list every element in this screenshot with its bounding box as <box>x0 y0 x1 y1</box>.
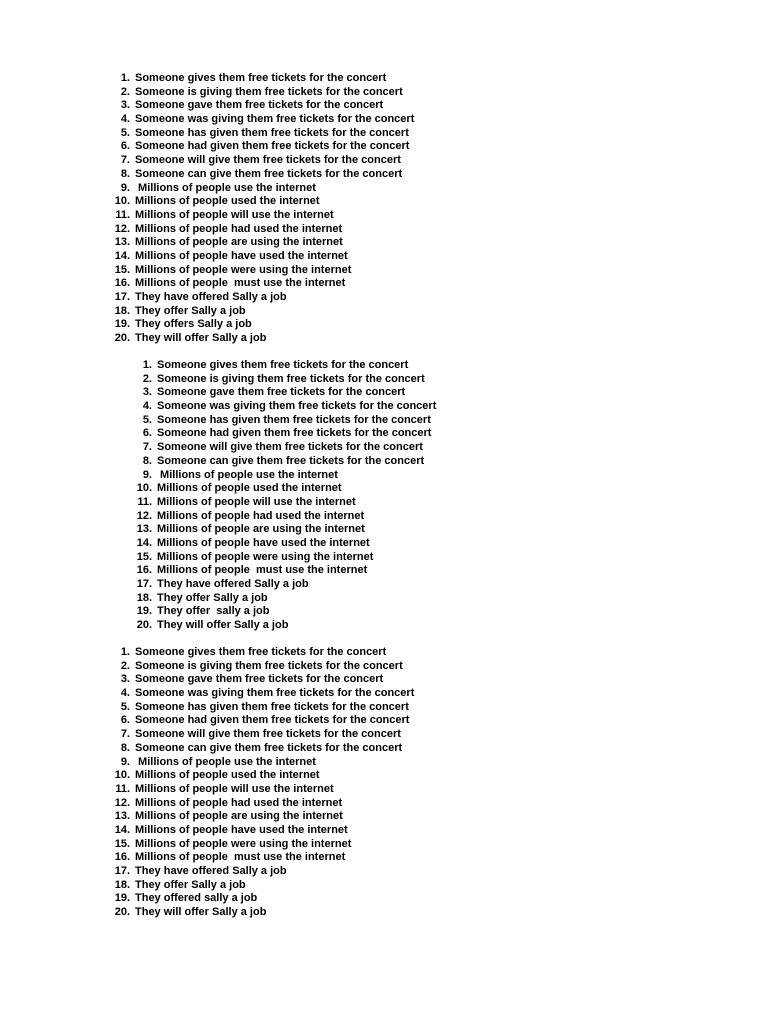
list-item-number: 19. <box>136 605 152 618</box>
list-item-number: 4. <box>142 400 152 413</box>
list-item-text: They offer sally a job <box>157 605 270 618</box>
list-item-number: 9. <box>120 755 130 768</box>
list-item-text: Someone gives them free tickets for the concert <box>157 359 409 371</box>
list-item-text: Someone gave them free tickets for the concert <box>135 99 384 112</box>
list-item-number: 7. <box>120 154 130 167</box>
list-item-number: 18. <box>136 591 152 604</box>
list-item-text: Someone will give them free tickets for the concert <box>135 728 401 741</box>
list-item-text: They offers Sally a job <box>135 318 252 331</box>
list-item-number: 5. <box>142 413 152 426</box>
list-item-text: They offer Sally a job <box>157 591 268 604</box>
list-item-number: 9. <box>120 181 130 194</box>
list-item-number: 10. <box>114 195 130 208</box>
list-item-text: Someone can give them free tickets for the concert <box>135 167 403 180</box>
list-item-number: 20. <box>114 332 130 345</box>
list-item-text: They have offered Sally a job <box>157 578 309 590</box>
list-item-number: 16. <box>136 564 152 577</box>
list-item-text: Someone has given them free tickets for the concert <box>157 413 431 426</box>
list-item-number: 8. <box>120 741 130 754</box>
list-item-number: 17. <box>114 865 130 877</box>
list-item-number: 20. <box>114 906 130 919</box>
list-item-text: Millions of people were using the internet <box>135 263 352 276</box>
list-item-text: They offered sally a job <box>135 892 258 905</box>
list-item-number: 6. <box>142 427 152 440</box>
list-item-number: 1. <box>142 359 152 371</box>
list-item-text: Someone gave them free tickets for the concert <box>157 386 406 399</box>
list-item-number: 5. <box>120 700 130 713</box>
list-item-text: Millions of people will use the internet <box>135 782 334 795</box>
list-item-number: 10. <box>136 482 152 495</box>
list-item-number: 7. <box>120 728 130 741</box>
list-item-text: Millions of people had used the internet <box>157 509 365 522</box>
list-item-text: Millions of people had used the internet <box>135 222 343 235</box>
list-item-text: They offer Sally a job <box>135 878 246 891</box>
list-item-number: 13. <box>114 810 130 823</box>
list-item-text: Someone is giving them free tickets for the concert <box>135 659 403 672</box>
list-item-number: 19. <box>114 318 130 331</box>
list-item-text: Millions of people use the internet <box>135 755 316 768</box>
list-item-text: They will offer Sally a job <box>157 619 289 632</box>
list-item-number: 6. <box>120 140 130 153</box>
list-item-number: 14. <box>114 249 130 262</box>
list-item-number: 5. <box>120 126 130 139</box>
list-item-text: Millions of people use the internet <box>157 468 338 481</box>
list-item-number: 12. <box>136 509 152 522</box>
list-item-number: 3. <box>120 99 130 112</box>
list-item-number: 4. <box>120 687 130 700</box>
list-item-text: They have offered Sally a job <box>135 865 287 877</box>
list-item-number: 11. <box>115 208 130 221</box>
list-item-text: Someone will give them free tickets for the concert <box>157 441 423 454</box>
list-item-text: Millions of people have used the internet <box>135 249 348 262</box>
list-item-number: 4. <box>120 113 130 126</box>
list-item-number: 20. <box>136 619 152 632</box>
list-item-text: Millions of people must use the internet <box>135 277 346 290</box>
list-item-number: 17. <box>114 291 130 303</box>
list-item-number: 7. <box>142 441 152 454</box>
list-item-number: 15. <box>114 263 130 276</box>
list-item-text: Someone was giving them free tickets for the concert <box>157 400 437 413</box>
list-item-text: Someone gives them free tickets for the concert <box>135 72 387 84</box>
list-item-text: Someone is giving them free tickets for the concert <box>135 85 403 98</box>
list-item-text: They offer Sally a job <box>135 304 246 317</box>
list-item-text: Millions of people were using the internet <box>157 550 374 563</box>
list-item-text: Millions of people used the internet <box>135 195 320 208</box>
list-item-text: Someone was giving them free tickets for the concert <box>135 687 415 700</box>
list-item-text: Someone had given them free tickets for the concert <box>157 427 432 440</box>
list-item-number: 13. <box>136 523 152 536</box>
list-item-text: Someone was giving them free tickets for the concert <box>135 113 415 126</box>
list-item-text: Millions of people have used the internet <box>157 536 370 549</box>
list-item-text: Millions of people will use the internet <box>135 208 334 221</box>
list-item-text: Millions of people must use the internet <box>157 564 368 577</box>
list-item-number: 12. <box>114 222 130 235</box>
list-item-text: Millions of people are using the internet <box>157 523 365 536</box>
list-item-text: Millions of people used the internet <box>135 769 320 782</box>
list-item-number: 14. <box>136 536 152 549</box>
list-item-text: Someone gave them free tickets for the concert <box>135 673 384 686</box>
list-item-text: Millions of people must use the internet <box>135 851 346 864</box>
list-item-text: Millions of people are using the internet <box>135 236 343 249</box>
list-item-text: They will offer Sally a job <box>135 332 267 345</box>
list-item-text: Millions of people used the internet <box>157 482 342 495</box>
list-item-text: Millions of people are using the internet <box>135 810 343 823</box>
list-item-number: 11. <box>137 495 152 508</box>
list-item-number: 19. <box>114 892 130 905</box>
list-item-text: Someone can give them free tickets for the concert <box>157 454 425 467</box>
list-item-number: 6. <box>120 714 130 727</box>
list-item-text: Millions of people have used the internet <box>135 823 348 836</box>
list-item-number: 14. <box>114 823 130 836</box>
list-item-number: 15. <box>136 550 152 563</box>
list-item-text: Millions of people had used the internet <box>135 796 343 809</box>
list-item-number: 3. <box>142 386 152 399</box>
list-item-text: Someone gives them free tickets for the concert <box>135 646 387 658</box>
list-item-number: 9. <box>142 468 152 481</box>
list-item-text: Millions of people use the internet <box>135 181 316 194</box>
list-item-number: 2. <box>120 85 130 98</box>
list-item-number: 2. <box>142 372 152 385</box>
list-item-number: 17. <box>136 578 152 590</box>
list-item-text: Someone has given them free tickets for the concert <box>135 700 409 713</box>
list-item-number: 2. <box>120 659 130 672</box>
list-item-text: Someone had given them free tickets for the concert <box>135 140 410 153</box>
list-item-text: Someone has given them free tickets for the concert <box>135 126 409 139</box>
list-item-number: 18. <box>114 304 130 317</box>
list-item-number: 12. <box>114 796 130 809</box>
list-item-number: 1. <box>120 72 130 84</box>
list-item-text: Someone can give them free tickets for the concert <box>135 741 403 754</box>
list-item-number: 16. <box>114 277 130 290</box>
list-item-text: Someone is giving them free tickets for the concert <box>157 372 425 385</box>
list-item-text: Millions of people were using the internet <box>135 837 352 850</box>
list-item-number: 8. <box>120 167 130 180</box>
list-item-number: 16. <box>114 851 130 864</box>
list-item-number: 10. <box>114 769 130 782</box>
list-item-text: Millions of people will use the internet <box>157 495 356 508</box>
list-item-number: 11. <box>115 782 130 795</box>
list-item-number: 13. <box>114 236 130 249</box>
list-item-number: 1. <box>120 646 130 658</box>
list-item-text: They will offer Sally a job <box>135 906 267 919</box>
list-item-number: 3. <box>120 673 130 686</box>
list-item-number: 8. <box>142 454 152 467</box>
list-item-text: Someone had given them free tickets for the concert <box>135 714 410 727</box>
list-item-number: 18. <box>114 878 130 891</box>
list-item-text: They have offered Sally a job <box>135 291 287 303</box>
list-item-text: Someone will give them free tickets for the concert <box>135 154 401 167</box>
list-item-number: 15. <box>114 837 130 850</box>
